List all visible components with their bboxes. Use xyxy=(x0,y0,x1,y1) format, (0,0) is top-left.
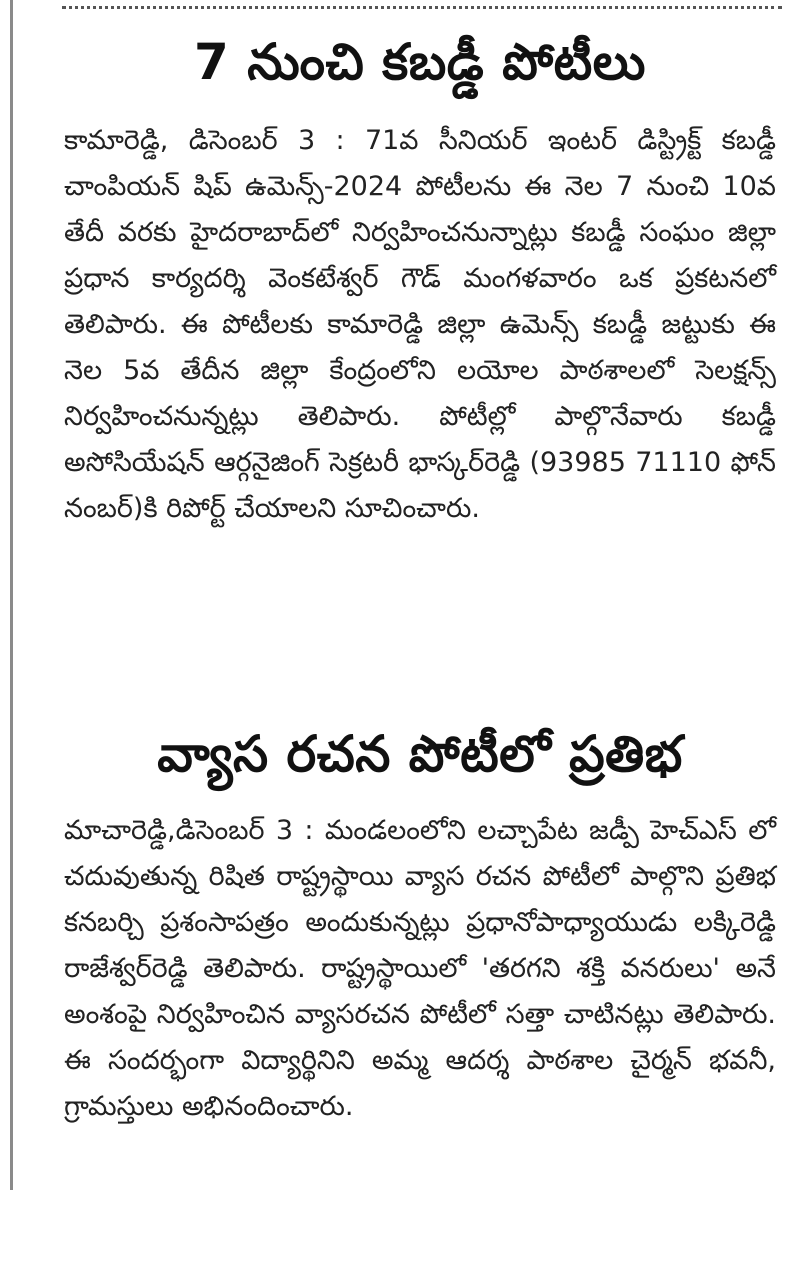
body-line: కబడ్డీ చాంపియన్ షిప్ ఉమెన్స్-2024 పోటీలను ఈ నెల xyxy=(64,125,776,202)
body-line: కామారెడ్డి, డిసెంబర్ 3 : 71వ సీనియర్ ఇంటర్ డిస్ట్రిక్ట్ xyxy=(64,125,702,156)
article-body xyxy=(64,118,776,532)
body-line: నట్లు తెలిపారు. ఈ సందర్భంగా విద్యార్థినిని అమ్మ ఆదర్శ xyxy=(64,999,776,1076)
body-line: పోటీల్లో పాల్గొనేవారు కబడ్డీ అసోసియేషన్ ఆర్గనైజింగ్ xyxy=(64,401,776,478)
body-line: జట్టుకు ఈ నెల 5వ తేదీన జిల్లా కేంద్రంలోని లయోల xyxy=(64,309,776,386)
body-line: పారు. రాష్ట్రస్థాయిలో 'తరగని శక్తి వనరులు' అనే xyxy=(243,953,776,984)
body-line: పాఠశాల చైర్మన్ భవనీ, గ్రామస్తులు అభినందించారు. xyxy=(64,1045,776,1122)
body-line: పాఠశాలలో సెలక్షన్స్ నిర్వహించనున్నట్లు తెలిపారు. xyxy=(64,355,776,432)
body-line: రిపోర్ట్ చేయాలని సూచించారు. xyxy=(166,493,480,524)
article-headline: 7 నుంచి కబడ్డీ పోటీలు xyxy=(194,33,646,91)
article-body xyxy=(64,808,776,1130)
body-line: హించనున్నాట్లు కబడ్డీ సంఘం జిల్లా ప్రధాన కార్యదర్శి xyxy=(64,217,776,294)
article-kabaddi xyxy=(64,20,776,532)
body-line: పోటీలో పాల్గొని ప్రతిభ కనబర్చి ప్రశంసాపత్రం అందు xyxy=(64,861,776,938)
body-line: వెంకటేశ్వర్ గౌడ్ మంగళవారం ఒక ప్రకటనలో తెలి xyxy=(64,263,776,340)
body-line: పారు. ఈ పోటీలకు కామారెడ్డి జిల్లా ఉమెన్స్ కబడ్డీ xyxy=(104,309,648,340)
body-line: మాచారెడ్డి,డిసెంబర్ 3 : మండలంలోని లచ్చాపేట జడ్పీ xyxy=(64,815,639,846)
body-line: కున్నట్లు ప్రధానోపాధ్యాయుడు లక్కిరెడ్డి రాజేశ్వర్‌రెడ్డి తెలి xyxy=(64,907,777,984)
body-line: సెక్రటరీ భాస్కర్‌రెడ్డి (93985 71110 ఫోన్ నంబర్)కి xyxy=(64,447,776,524)
page-bottom-margin xyxy=(0,1240,800,1286)
body-line: 7 నుంచి 10వ తేదీ వరకు హైదరాబాద్‌లో నిర్వ xyxy=(64,171,776,248)
article-essay-competition xyxy=(64,716,776,1130)
body-line: హెచ్ఎస్ లో చదువుతున్న రిషిత రాష్ట్రస్థాయి వ్యాస రచన xyxy=(64,815,777,892)
article-headline: వ్యాస రచన పోటీలో ప్రతిభ xyxy=(157,725,683,783)
column-divider xyxy=(10,0,13,1190)
top-dotted-rule xyxy=(62,6,782,9)
body-line: అంశంపై నిర్వహించిన వ్యాసరచన పోటీలో సత్తా చాటి xyxy=(64,999,615,1030)
